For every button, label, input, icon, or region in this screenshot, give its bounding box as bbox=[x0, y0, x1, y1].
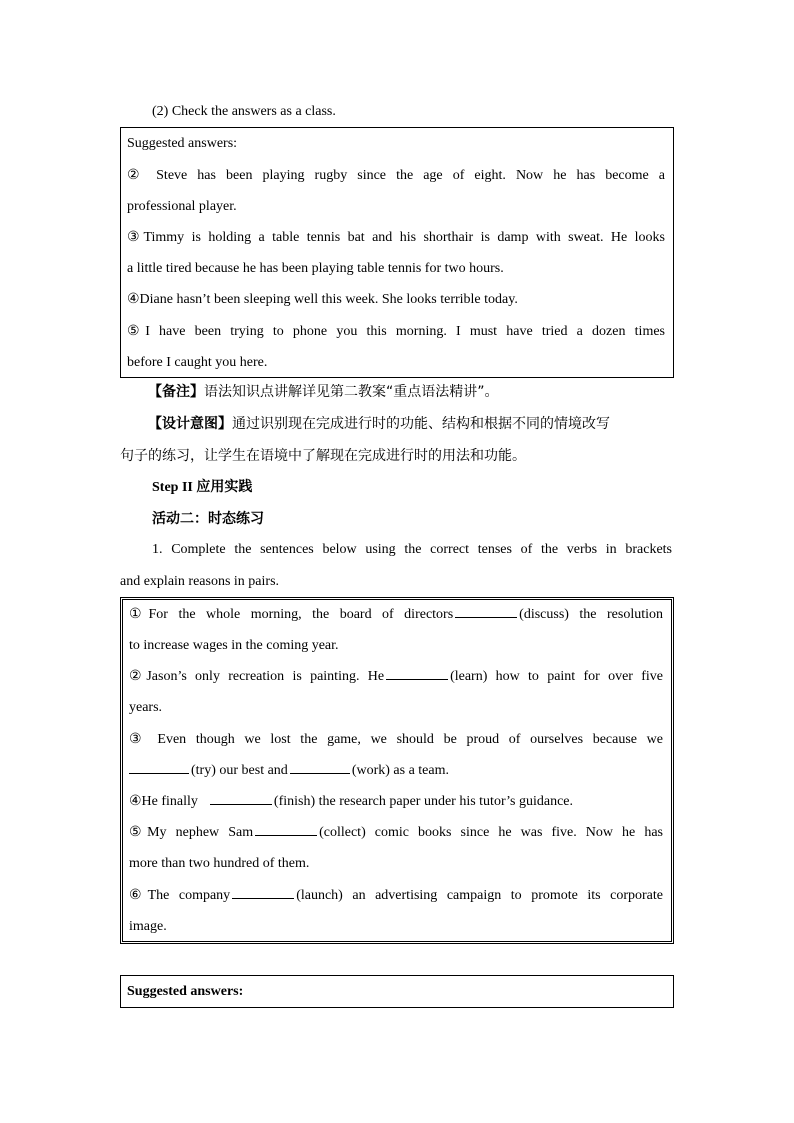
instruction-line-2: and explain reasons in pairs. bbox=[120, 574, 280, 589]
design-intent-text-1: 通过识别现在完成进行时的功能、结构和根据不同的情境改写 bbox=[232, 416, 610, 432]
remark-label: 【备注】 bbox=[148, 384, 204, 400]
question-1-blank[interactable] bbox=[455, 605, 517, 618]
question-6-line-1 bbox=[129, 886, 663, 906]
question-3-line-2 bbox=[129, 761, 663, 781]
question-2-line-1 bbox=[129, 667, 663, 687]
question-1-line-1 bbox=[129, 605, 663, 625]
question-2-blank[interactable] bbox=[386, 667, 448, 680]
design-intent-label: 【设计意图】 bbox=[148, 416, 232, 432]
question-6-line-2: image. bbox=[129, 919, 167, 934]
question-2-text-a: ②Jason’s only recreation is painting. He bbox=[129, 669, 385, 684]
answer-5-line-1: ⑤I have been trying to phone you this morning. I must have tried a dozen times bbox=[127, 324, 665, 339]
step-title-text: Step II 应用实践 bbox=[152, 480, 253, 495]
question-5-text-a: ⑤My nephew Sam bbox=[129, 825, 254, 840]
question-3-text-a: (try) our best and bbox=[191, 763, 288, 778]
answer-5-line-2: before I caught you here. bbox=[127, 355, 268, 370]
question-2-text-b: (learn) how to paint for over five bbox=[450, 669, 663, 684]
question-1-line-2: to increase wages in the coming year. bbox=[129, 638, 339, 653]
question-6-text-b: (launch) an advertising campaign to promote its corporate bbox=[296, 888, 663, 903]
remark-text: 语法知识点讲解详见第二教案“重点语法精讲”。 bbox=[204, 384, 499, 400]
answer-3-line-2: a little tired because he has been playing table tennis for two hours. bbox=[127, 261, 504, 276]
question-4-text-b: (finish) the research paper under his tutor’s guidance. bbox=[273, 794, 574, 809]
remark-line bbox=[148, 382, 499, 403]
answer-2-line-1: ② Steve has been playing rugby since the age of eight. Now he has become a bbox=[127, 168, 665, 183]
answer-4-line: ④Diane hasn’t been sleeping well this week. She looks terrible today. bbox=[127, 292, 518, 307]
question-6-blank[interactable] bbox=[232, 886, 294, 899]
answers-heading: Suggested answers: bbox=[127, 136, 238, 151]
question-3-blank-1[interactable] bbox=[129, 761, 189, 774]
question-6-text-a: ⑥The company bbox=[129, 888, 231, 903]
question-5-line-2: more than two hundred of them. bbox=[129, 856, 310, 871]
question-1-text-b: (discuss) the resolution bbox=[519, 607, 663, 622]
question-1-text-a: ①For the whole morning, the board of directors bbox=[129, 607, 454, 622]
question-5-blank[interactable] bbox=[255, 823, 317, 836]
activity-title: 活动二：时态练习 bbox=[152, 511, 264, 527]
design-intent-line-1 bbox=[148, 414, 674, 435]
question-3-line-1: ③ Even though we lost the game, we should be proud of ourselves because we bbox=[129, 732, 663, 747]
question-4-text-a: ④He finally bbox=[129, 794, 198, 809]
exercise-box bbox=[120, 597, 674, 944]
answer-3-line-1: ③Timmy is holding a table tennis bat and his shorthair is damp with sweat. He looks bbox=[127, 230, 665, 245]
suggested-answers-heading: Suggested answers: bbox=[127, 984, 244, 999]
design-intent-line-2: 句子的练习，让学生在语境中了解现在完成进行时的用法和功能。 bbox=[120, 448, 526, 464]
answer-2-line-2: professional player. bbox=[127, 199, 237, 214]
question-5-text-b: (collect) comic books since he was five. Now he has bbox=[319, 825, 663, 840]
suggested-answers-box bbox=[120, 975, 674, 1008]
check-answers-line: (2) Check the answers as a class. bbox=[152, 104, 336, 119]
question-3-blank-2[interactable] bbox=[290, 761, 350, 774]
question-2-line-2: years. bbox=[129, 700, 163, 715]
answers-box bbox=[120, 127, 674, 378]
question-4-line bbox=[129, 792, 663, 812]
step-title bbox=[152, 478, 252, 498]
question-4-blank[interactable] bbox=[210, 792, 272, 805]
question-5-line-1 bbox=[129, 823, 663, 843]
question-3-text-b: (work) as a team. bbox=[351, 763, 449, 778]
instruction-line-1: 1. Complete the sentences below using the correct tenses of the verbs in brackets bbox=[152, 542, 672, 557]
